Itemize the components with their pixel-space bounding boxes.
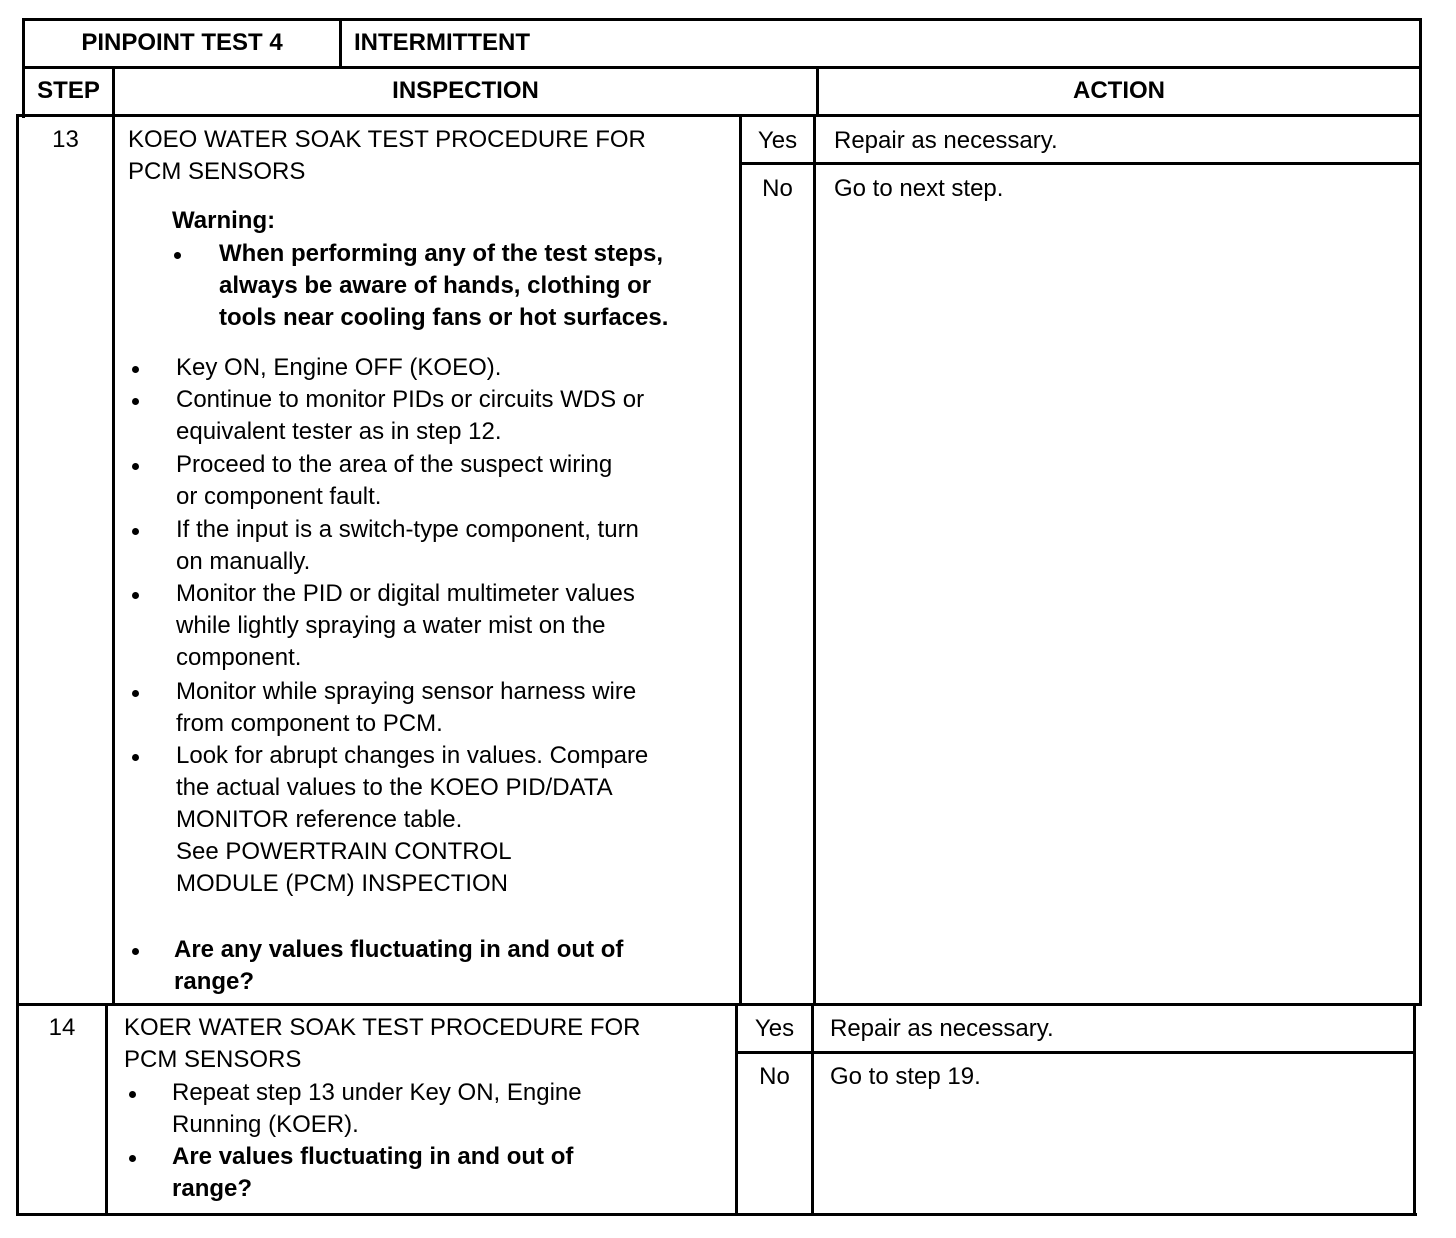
row-separator — [16, 1003, 1422, 1006]
bullet-dot — [132, 592, 139, 599]
bullet-dot — [132, 366, 139, 373]
warning-label: Warning: — [172, 207, 276, 234]
bullet-dot — [129, 1155, 136, 1162]
col-step-line-b — [105, 1003, 108, 1215]
bullet-line: Key ON, Engine OFF (KOEO). — [176, 354, 502, 381]
col-action-line-a — [813, 114, 816, 1006]
col-action-line-b — [811, 1003, 814, 1215]
bullet-line: Look for abrupt changes in values. Compare — [176, 742, 649, 769]
question-line: range? — [174, 968, 255, 995]
step-title-line: PCM SENSORS — [128, 158, 306, 185]
bullet-line: the actual values to the KOEO PID/DATA — [176, 774, 613, 801]
bullet-line: If the input is a switch-type component, turn — [176, 516, 639, 543]
bullet-dot — [174, 252, 181, 259]
yes-label: Yes — [757, 127, 798, 154]
header-bottom-line — [16, 114, 1422, 117]
bullet-line: See POWERTRAIN CONTROL — [176, 838, 512, 865]
question-line: Are any values fluctuating in and out of — [174, 936, 624, 963]
bullet-dot — [132, 398, 139, 405]
bullet-line: Monitor the PID or digital multimeter values — [176, 580, 635, 607]
header-top-line — [22, 66, 1422, 69]
bullet-dot — [132, 690, 139, 697]
step-number: 14 — [48, 1014, 76, 1041]
border-right-lower — [1413, 1004, 1416, 1216]
bullet-line: Continue to monitor PIDs or circuits WDS or — [176, 386, 645, 413]
step-title-line: PCM SENSORS — [124, 1046, 302, 1073]
warning-line: When performing any of the test steps, — [219, 240, 664, 267]
yes-label: Yes — [754, 1015, 795, 1042]
bullet-dot — [132, 948, 139, 955]
bullet-line: while lightly spraying a water mist on the — [176, 612, 606, 639]
bullet-dot — [132, 528, 139, 535]
bullet-line: Proceed to the area of the suspect wiring — [176, 451, 613, 478]
bullet-line: from component to PCM. — [176, 710, 443, 737]
no-label: No — [759, 1063, 790, 1090]
col-yesno-line-a — [739, 114, 742, 1006]
question-line: range? — [172, 1175, 253, 1202]
border-bottom — [16, 1213, 1417, 1216]
bullet-line: or component fault. — [176, 483, 382, 510]
bullet-dot — [132, 463, 139, 470]
yes-action: Repair as necessary. — [830, 1015, 1054, 1042]
column-header-step: STEP — [37, 77, 100, 104]
test-name: INTERMITTENT — [354, 29, 530, 56]
no-action: Go to next step. — [834, 175, 1004, 202]
test-label: PINPOINT TEST 4 — [81, 29, 283, 56]
bullet-line: on manually. — [176, 548, 311, 575]
step-number: 13 — [52, 126, 79, 153]
bullet-line: Monitor while spraying sensor harness wire — [176, 678, 637, 705]
bullet-line: Running (KOER). — [172, 1111, 359, 1138]
step-title-line: KOEO WATER SOAK TEST PROCEDURE FOR — [128, 126, 646, 153]
column-header-action: ACTION — [1073, 77, 1165, 104]
bullet-line: MONITOR reference table. — [176, 806, 463, 833]
border-top — [22, 18, 1422, 21]
bullet-dot — [129, 1091, 136, 1098]
question-line: Are values fluctuating in and out of — [172, 1143, 574, 1170]
bullet-line: MODULE (PCM) INSPECTION — [176, 870, 509, 897]
border-right-upper — [1419, 18, 1422, 1006]
warning-line: tools near cooling fans or hot surfaces. — [219, 304, 669, 331]
yes-no-separator-13 — [741, 162, 1422, 165]
title-divider — [339, 18, 342, 68]
bullet-dot — [132, 754, 139, 761]
bullet-line: equivalent tester as in step 12. — [176, 418, 502, 445]
warning-line: always be aware of hands, clothing or — [219, 272, 652, 299]
bullet-line: component. — [176, 644, 302, 671]
no-label: No — [762, 175, 793, 202]
step-title-line: KOER WATER SOAK TEST PROCEDURE FOR — [124, 1014, 641, 1041]
col-step-line-a — [112, 66, 115, 1006]
bullet-line: Repeat step 13 under Key ON, Engine — [172, 1079, 582, 1106]
border-left-lower — [16, 116, 19, 1216]
no-action: Go to step 19. — [830, 1063, 981, 1090]
yes-action: Repair as necessary. — [834, 127, 1058, 154]
column-header-inspection: INSPECTION — [392, 77, 539, 104]
yes-no-separator-14 — [737, 1051, 1416, 1054]
